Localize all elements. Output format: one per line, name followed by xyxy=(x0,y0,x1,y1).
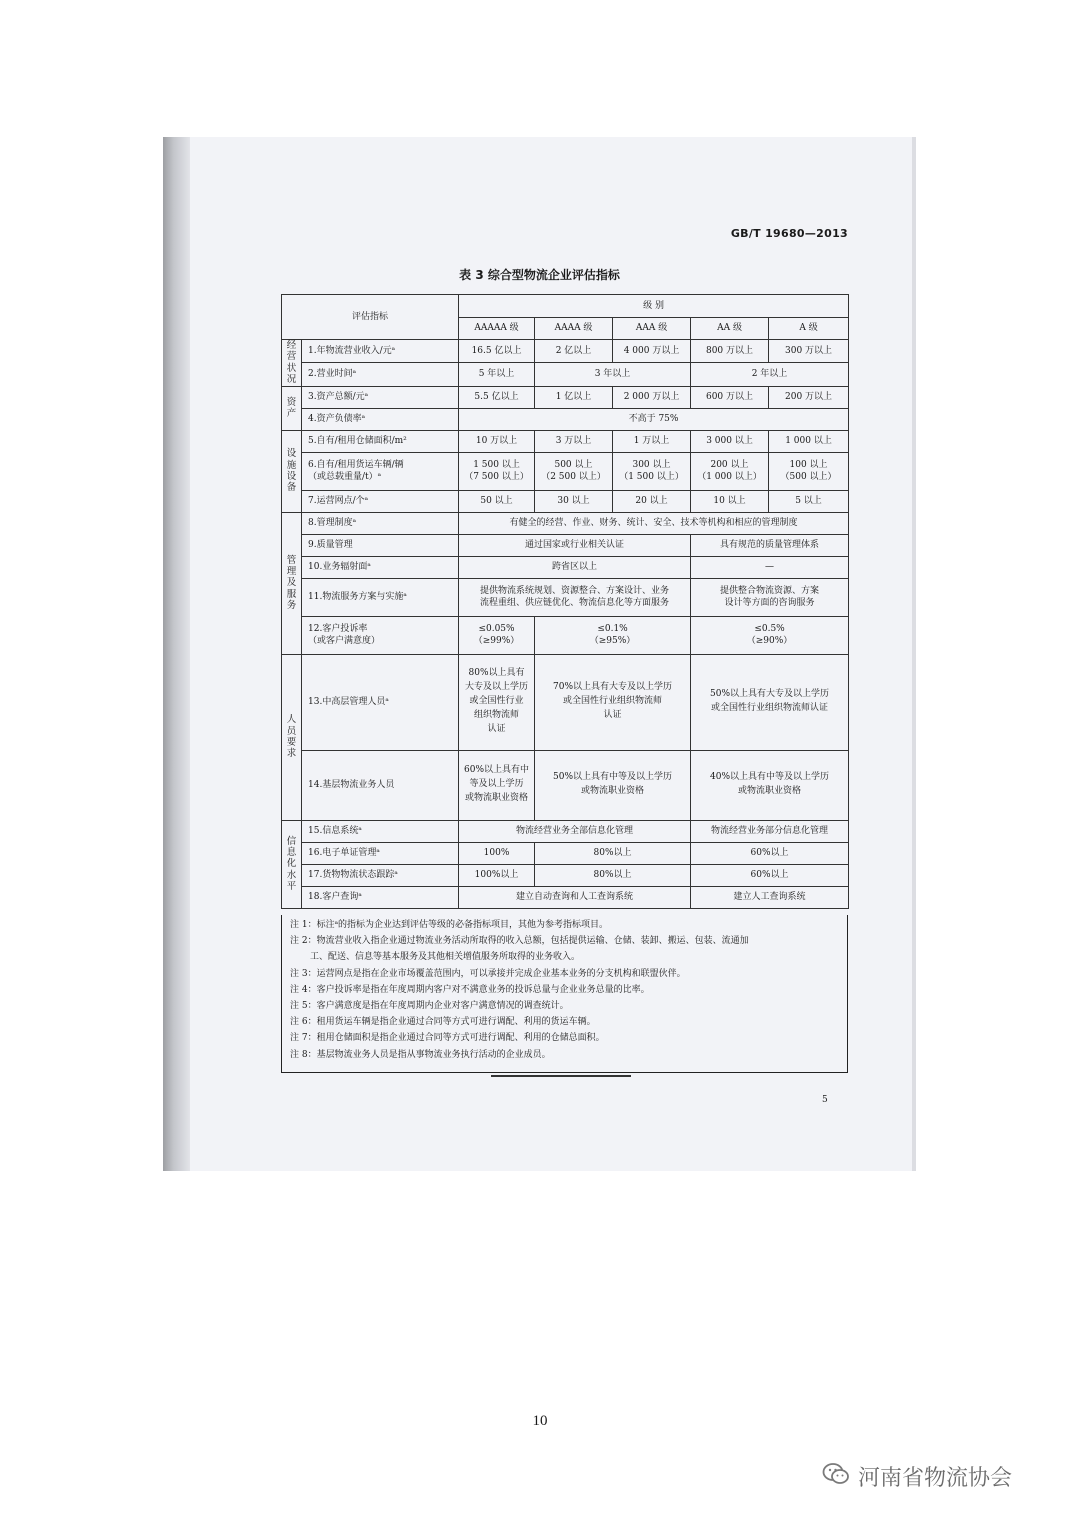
scanned-page xyxy=(163,137,916,1171)
row-label: 2.营业时间ᵃ xyxy=(302,363,459,386)
end-rule xyxy=(491,1075,631,1077)
header-level: 级 别 xyxy=(459,295,849,318)
cell: — xyxy=(691,556,849,578)
row-label: 12.客户投诉率 （或客户满意度） xyxy=(302,616,459,654)
cell: 70%以上具有大专及以上学历 或全国性行业组织物流师 认证 xyxy=(535,654,691,750)
cell: 80%以上具有 大专及以上学历 或全国性行业 组织物流师 认证 xyxy=(459,654,535,750)
page-edge xyxy=(912,137,916,1171)
cell: 2 000 万以上 xyxy=(613,386,691,408)
table-row xyxy=(282,386,849,408)
row-label: 15.信息系统ᵃ xyxy=(302,820,459,842)
header-grade: AAAAA 级 xyxy=(459,318,535,340)
table-row xyxy=(282,556,849,578)
cell: 300 万以上 xyxy=(769,340,849,363)
cell: 60%以上 xyxy=(691,864,849,886)
row-label: 1.年物流营业收入/元ᵃ xyxy=(302,340,459,363)
note: 注 6：租用货运车辆是指企业通过合同等方式可进行调配、利用的货运车辆。 xyxy=(290,1017,596,1028)
table-row xyxy=(282,534,849,556)
row-label: 17.货物物流状态跟踪ᵃ xyxy=(302,864,459,886)
cell: 50 以上 xyxy=(459,490,535,512)
row-label: 11.物流服务方案与实施ᵃ xyxy=(302,578,459,616)
note: 注 4：客户投诉率是指在年度周期内客户对不满意业务的投诉总量与企业业务总量的比率。 xyxy=(290,984,650,995)
cell: 500 以上 （2 500 以上） xyxy=(535,452,613,490)
row-label: 9.质量管理 xyxy=(302,534,459,556)
note: 注 1：标注ᵃ的指标为企业达到评估等级的必备指标项目，其他为参考指标项目。 xyxy=(290,920,609,930)
group-label: 经营状况 xyxy=(282,340,302,387)
cell: 5 以上 xyxy=(769,490,849,512)
note: 注 7：租用仓储面积是指企业通过合同等方式可进行调配、利用的仓储总面积。 xyxy=(290,1033,605,1044)
cell: 600 万以上 xyxy=(691,386,769,408)
cell: 1 万以上 xyxy=(613,430,691,452)
row-label: 10.业务辐射面ᵃ xyxy=(302,556,459,578)
inner-page-number: 5 xyxy=(822,1095,828,1105)
cell: 通过国家或行业相关认证 xyxy=(459,534,691,556)
group-label: 管理及服务 xyxy=(282,512,302,654)
cell: 不高于 75% xyxy=(459,408,849,430)
row-label: 3.资产总额/元ᵃ xyxy=(302,386,459,408)
cell: 1 亿以上 xyxy=(535,386,613,408)
cell: 物流经营业务部分信息化管理 xyxy=(691,820,849,842)
group-label: 设施设备 xyxy=(282,430,302,512)
cell: 80%以上 xyxy=(535,864,691,886)
cell: 1 000 以上 xyxy=(769,430,849,452)
table-row xyxy=(282,363,849,386)
group-label: 人员要求 xyxy=(282,654,302,820)
table-row xyxy=(282,886,849,908)
wechat-icon xyxy=(822,1462,850,1492)
table-row xyxy=(282,820,849,842)
group-label: 信息化水平 xyxy=(282,820,302,908)
table-row xyxy=(282,340,849,363)
cell: 有健全的经营、作业、财务、统计、安全、技术等机构和相应的管理制度 xyxy=(459,512,849,534)
header-grade: AA 级 xyxy=(691,318,769,340)
table-notes xyxy=(281,915,848,1073)
cell: 10 以上 xyxy=(691,490,769,512)
note: 注 8：基层物流业务人员是指从事物流业务执行活动的企业成员。 xyxy=(290,1049,551,1060)
cell: ≤0.05% （≥99%） xyxy=(459,616,535,654)
table-row xyxy=(282,512,849,534)
cell: 100 以上 （500 以上） xyxy=(769,452,849,490)
cell: 4 000 万以上 xyxy=(613,340,691,363)
note: 注 2：物流营业收入指企业通过物流业务活动所取得的收入总额，包括提供运输、仓储、装卸、搬运、包装、流通加 xyxy=(290,936,749,947)
watermark xyxy=(822,1461,1012,1492)
cell: 5 年以上 xyxy=(459,363,535,386)
page-number: 10 xyxy=(532,1413,548,1429)
table-row xyxy=(282,616,849,654)
row-label: 16.电子单证管理ᵃ xyxy=(302,842,459,864)
cell: 物流经营业务全部信息化管理 xyxy=(459,820,691,842)
table-row xyxy=(282,408,849,430)
cell: 提供物流系统规划、资源整合、方案设计、业务 流程重组、供应链优化、物流信息化等方面服务 xyxy=(459,578,691,616)
group-label: 资产 xyxy=(282,386,302,430)
table-row xyxy=(282,654,849,750)
cell: 30 以上 xyxy=(535,490,613,512)
cell: 800 万以上 xyxy=(691,340,769,363)
cell: 60%以上 xyxy=(691,842,849,864)
header-grade: A 级 xyxy=(769,318,849,340)
cell: 建立自动查询和人工查询系统 xyxy=(459,886,691,908)
table-row xyxy=(282,490,849,512)
table-row xyxy=(282,430,849,452)
cell: 200 万以上 xyxy=(769,386,849,408)
table-row xyxy=(282,578,849,616)
page-binding-shadow xyxy=(163,137,190,1171)
note: 注 3：运营网点是指在企业市场覆盖范围内，可以承接并完成企业基本业务的分支机构和联盟伙伴。 xyxy=(290,968,686,979)
header-grade: AAAA 级 xyxy=(535,318,613,340)
cell: 60%以上具有中 等及以上学历 或物流职业资格 xyxy=(459,750,535,820)
cell: 2 年以上 xyxy=(691,363,849,386)
row-label: 4.资产负债率ᵃ xyxy=(302,408,459,430)
table-row xyxy=(282,750,849,820)
cell: 80%以上 xyxy=(535,842,691,864)
cell: 5.5 亿以上 xyxy=(459,386,535,408)
table-row xyxy=(282,864,849,886)
cell: 具有规范的质量管理体系 xyxy=(691,534,849,556)
cell: 20 以上 xyxy=(613,490,691,512)
row-label: 18.客户查询ᵃ xyxy=(302,886,459,908)
cell: 提供整合物流资源、方案 设计等方面的咨询服务 xyxy=(691,578,849,616)
row-label: 7.运营网点/个ᵃ xyxy=(302,490,459,512)
cell: 2 亿以上 xyxy=(535,340,613,363)
cell: 3 年以上 xyxy=(535,363,691,386)
watermark-text: 河南省物流协会 xyxy=(858,1466,1013,1491)
cell: 50%以上具有大专及以上学历 或全国性行业组织物流师认证 xyxy=(691,654,849,750)
table-row xyxy=(282,842,849,864)
cell: 3 000 以上 xyxy=(691,430,769,452)
row-label: 14.基层物流业务人员 xyxy=(302,750,459,820)
cell: 100%以上 xyxy=(459,864,535,886)
table-title: 表 3 综合型物流企业评估指标 xyxy=(459,268,620,282)
cell: 16.5 亿以上 xyxy=(459,340,535,363)
cell: 40%以上具有中等及以上学历 或物流职业资格 xyxy=(691,750,849,820)
cell: ≤0.1% （≥95%） xyxy=(535,616,691,654)
note: 注 5：客户满意度是指在年度周期内企业对客户满意情况的调查统计。 xyxy=(290,1001,569,1012)
table-row xyxy=(282,452,849,490)
table-header-row xyxy=(282,295,849,318)
cell: ≤0.5% （≥90%） xyxy=(691,616,849,654)
row-label: 5.自有/租用仓储面积/m² xyxy=(302,430,459,452)
standard-number: GB/T 19680—2013 xyxy=(730,227,848,240)
cell: 100% xyxy=(459,842,535,864)
cell: 1 500 以上 （7 500 以上） xyxy=(459,452,535,490)
row-label: 8.管理制度ᵃ xyxy=(302,512,459,534)
header-grade: AAA 级 xyxy=(613,318,691,340)
header-indicator: 评估指标 xyxy=(282,295,459,340)
cell: 建立人工查询系统 xyxy=(691,886,849,908)
cell: 跨省区以上 xyxy=(459,556,691,578)
cell: 10 万以上 xyxy=(459,430,535,452)
row-label: 13.中高层管理人员ᵃ xyxy=(302,654,459,750)
note: 工、配送、信息等基本服务及其他相关增值服务所取得的业务收入。 xyxy=(310,952,581,963)
cell: 200 以上 （1 000 以上） xyxy=(691,452,769,490)
evaluation-table xyxy=(281,294,849,909)
cell: 50%以上具有中等及以上学历 或物流职业资格 xyxy=(535,750,691,820)
row-label: 6.自有/租用货运车辆/辆 （或总载重量/t）ᵃ xyxy=(302,452,459,490)
cell: 300 以上 （1 500 以上） xyxy=(613,452,691,490)
cell: 3 万以上 xyxy=(535,430,613,452)
